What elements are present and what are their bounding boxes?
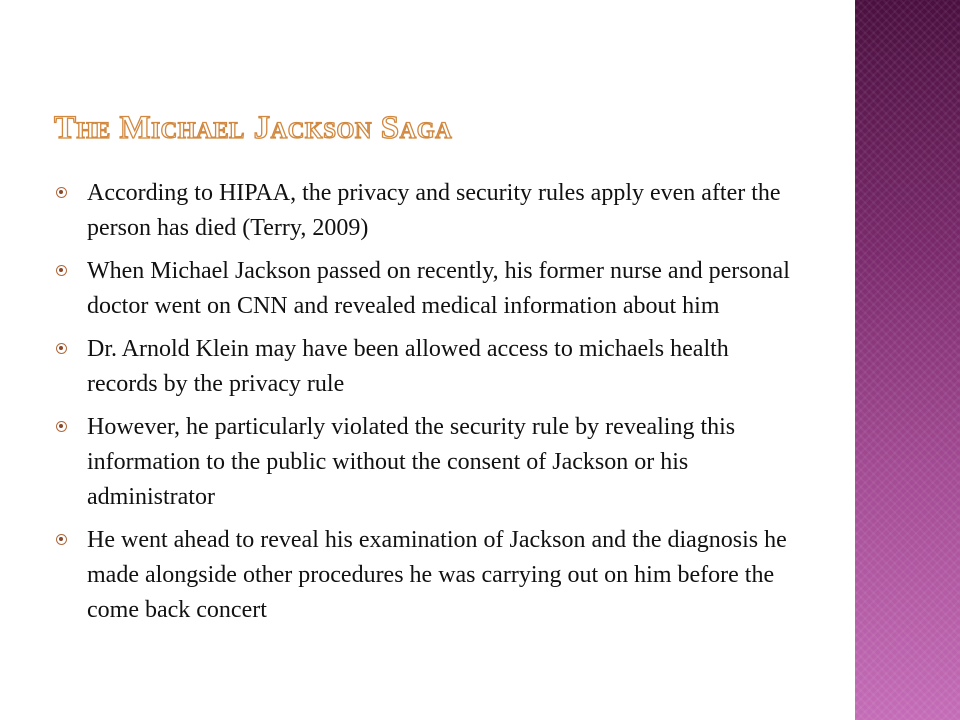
bullet-item — [56, 523, 796, 628]
bullet-item — [56, 332, 796, 402]
decorative-side-band — [855, 0, 960, 720]
circled-dot-icon — [56, 343, 67, 354]
bullet-list — [56, 176, 796, 636]
circled-dot-icon — [56, 421, 67, 432]
slide-title: The Michael Jackson Saga — [54, 110, 453, 146]
circled-dot-icon — [56, 265, 67, 276]
bullet-text: However, he particularly violated the security rule by revealing this information to the public without the consent of Jackson or his administrator — [87, 414, 736, 510]
bullet-item — [56, 254, 796, 324]
circled-dot-icon — [56, 534, 67, 545]
bullet-text: He went ahead to reveal his examination of Jackson and the diagnosis he made alongside other procedures he was carrying out on him before the come back concert — [87, 527, 787, 623]
bullet-item — [56, 410, 796, 515]
bullet-item — [56, 176, 796, 246]
bullet-text: According to HIPAA, the privacy and security rules apply even after the person has died (Terry, 2009) — [87, 180, 781, 241]
bullet-text: When Michael Jackson passed on recently, his former nurse and personal doctor went on CNN and revealed medical information about him — [87, 258, 790, 319]
circled-dot-icon — [56, 187, 67, 198]
bullet-text: Dr. Arnold Klein may have been allowed access to michaels health records by the privacy rule — [87, 336, 729, 397]
